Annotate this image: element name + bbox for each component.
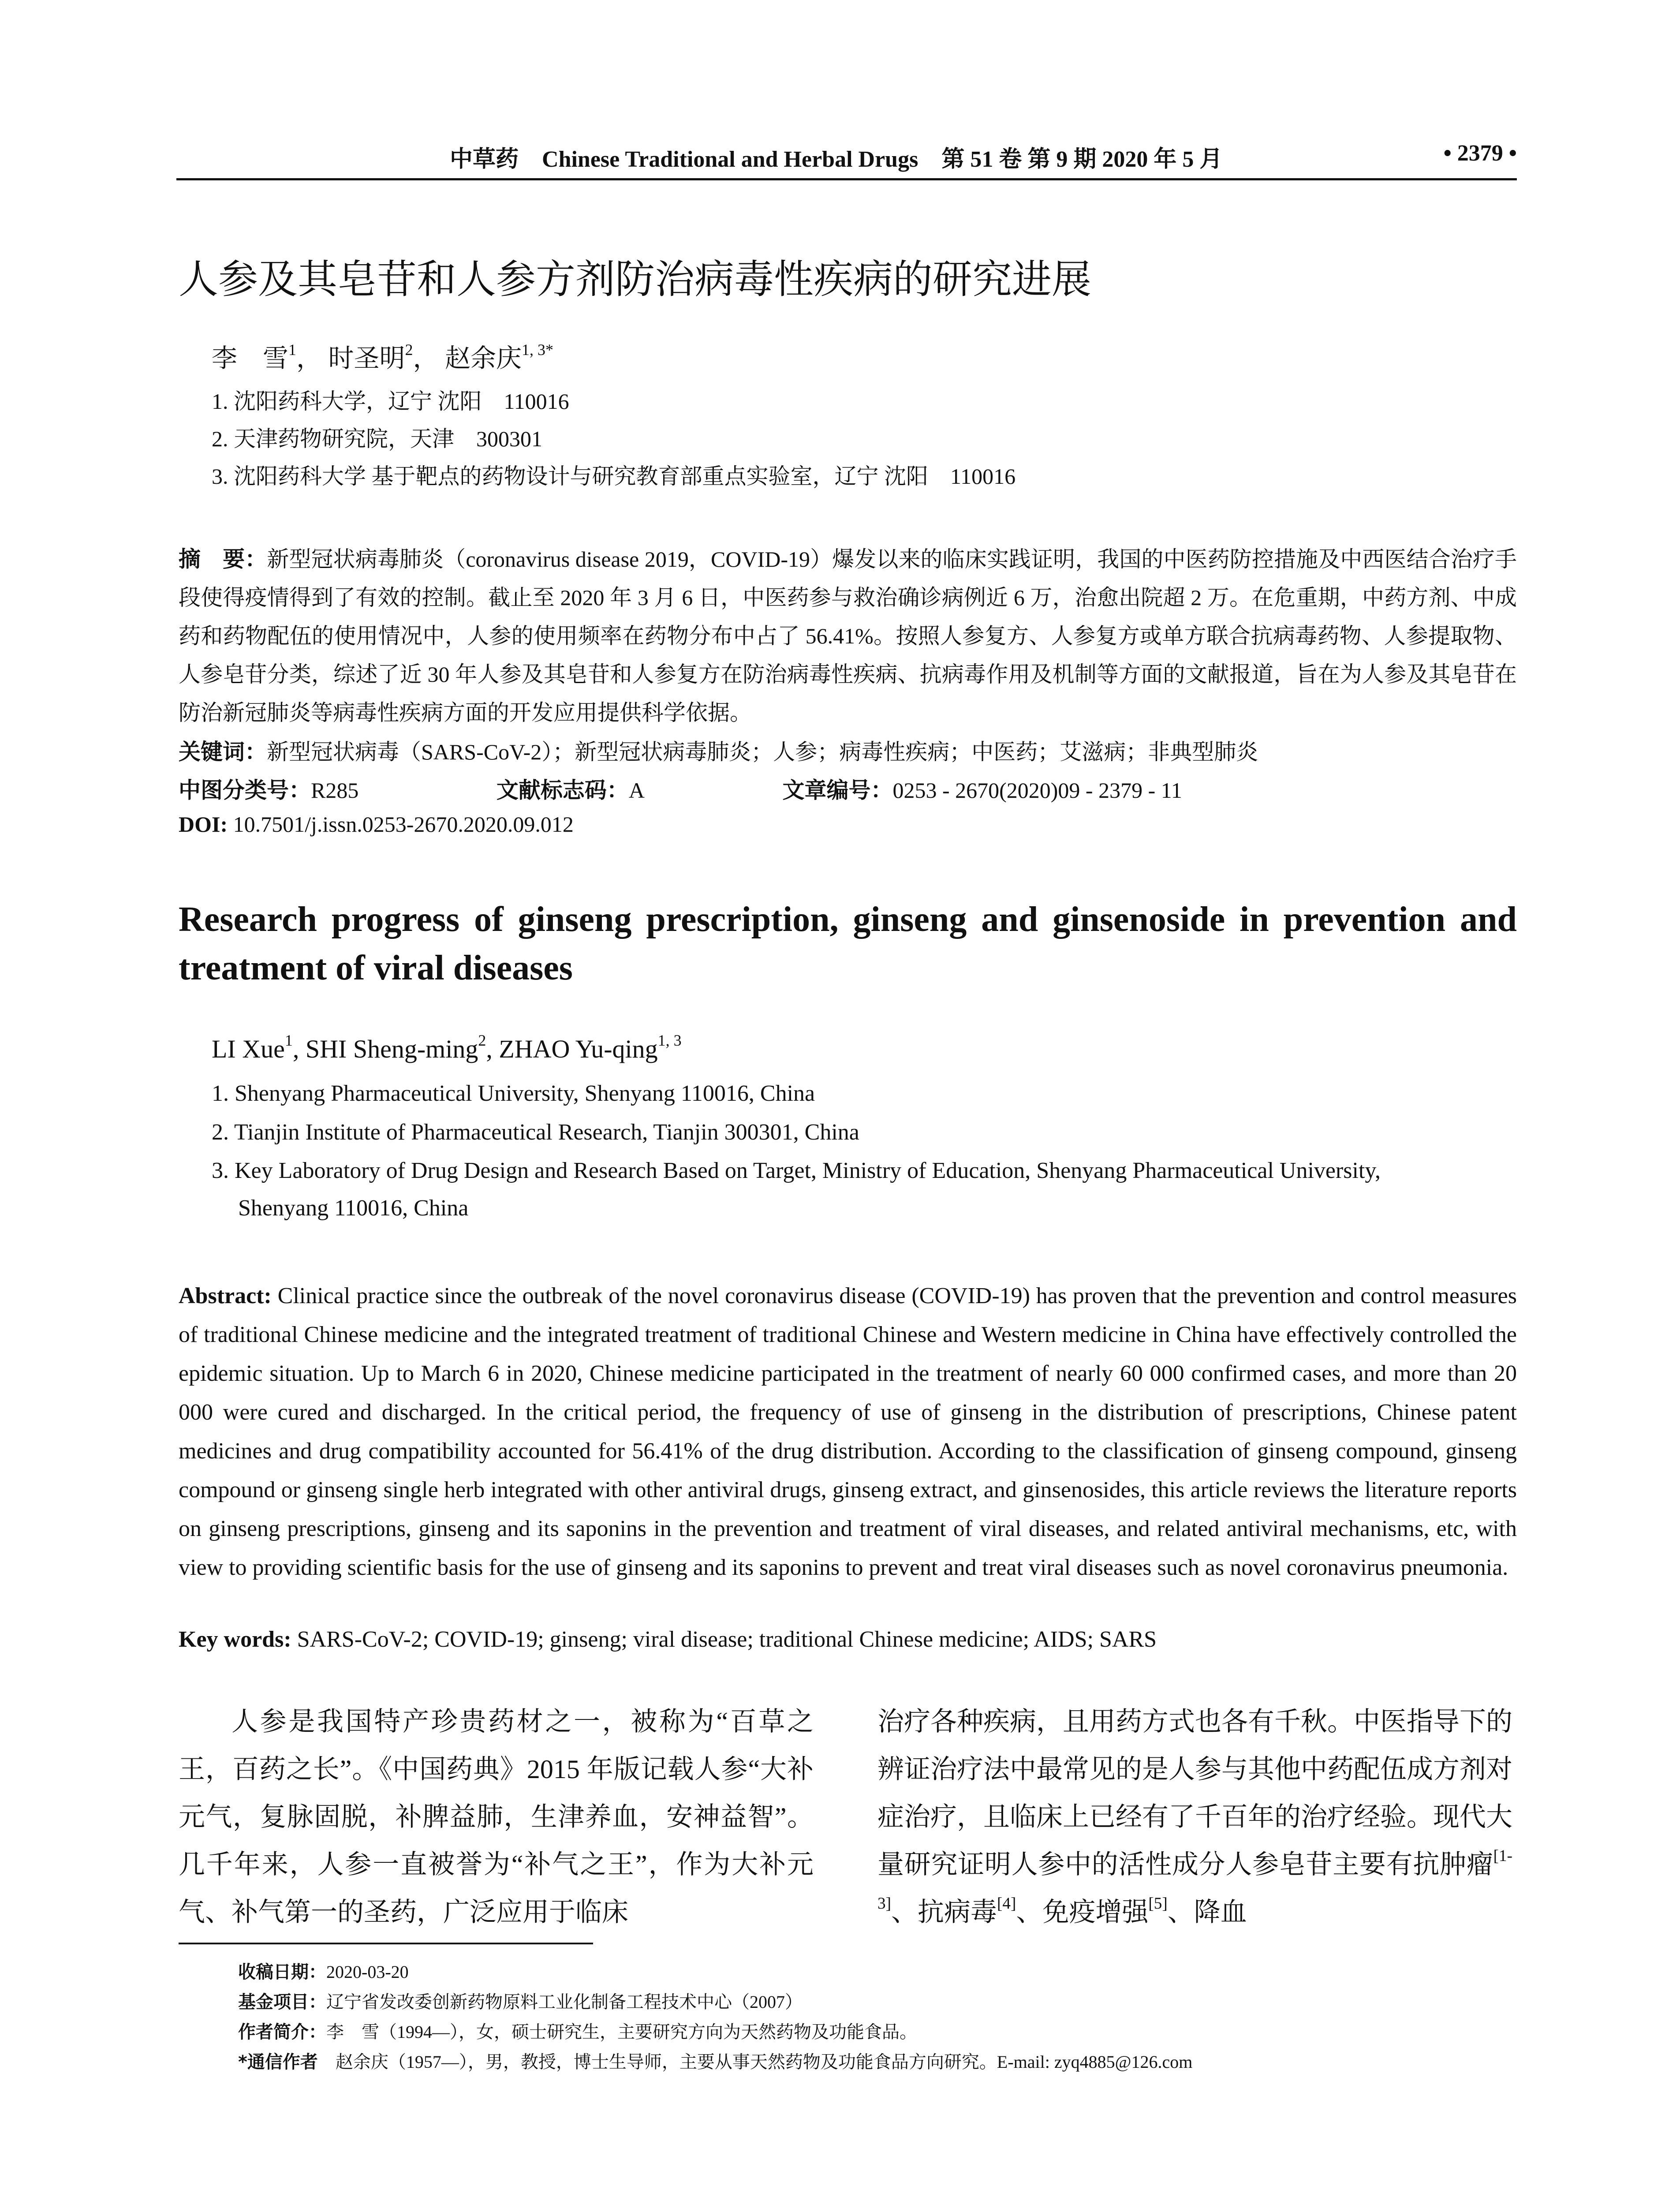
footnote-fund [238, 1988, 803, 2013]
keywords-en [179, 1626, 1157, 1652]
body-text: 、降血 [1167, 1898, 1247, 1927]
journal-name-en: Chinese Traditional and Herbal Drugs [542, 147, 918, 172]
title-cn: 人参及其皂苷和人参方剂防治病毒性疾病的研究进展 [179, 256, 1091, 303]
abstract-en [179, 1277, 1517, 1587]
citation: [5] [1148, 1895, 1168, 1913]
clc-label: 中图分类号： [179, 777, 311, 803]
corr-label: *通信作者 [238, 2052, 318, 2072]
author-en: SHI Sheng-ming [305, 1035, 478, 1063]
document-code [497, 778, 711, 803]
doi [179, 811, 574, 837]
abstract-en-text: Clinical practice since the outbreak of the novel coronavirus disease (COVID-19) has proven that the prevention and control measures of traditional Chinese medicine and the integrated treatment of traditional Chinese and Western medicine in China have effectively controlled the epidemic situation. Up to March 6 in 2020, Chinese medicine participated in the treatment of nearly 60 000 confirmed cases, and more than 20 000 were cured and discharged. In the critical period, the frequency of use of ginseng in the distribution of prescriptions, Chinese patent medicines and drug compatibility accounted for 56.41% of the drug distribution. According to the classification of ginseng compound, ginseng compound or ginseng single herb integrated with other antiviral drugs, ginseng extract, and ginsenosides, this article reviews the literature reports on ginseng prescriptions, ginseng and its saponins in the prevention and treatment of viral diseases, and related antiviral mechanisms, etc, with view to providing scientific basis for the use of ginseng and its saponins to prevent and treat viral diseases such as novel coronavirus pneumonia. [179, 1283, 1517, 1580]
body-column-left: 人参是我国特产珍贵药材之一，被称为“百草之王，百药之长”。《中国药典》2015 年版记载人参“大补元气，复脉固脱，补脾益肺，生津养血，安神益智”。几千年来，人参一直被誉为“补气之王”，作为大补元气、补气第一的圣药，广泛应用于临床 [179, 1707, 814, 1927]
running-header [176, 140, 1517, 176]
author-affil-sup: 1 [288, 341, 296, 359]
body-text: 治疗各种疾病，且用药方式也各有千秋。中医指导下的辨证治疗法中最常见的是人参与其他中药配伍成方剂对症治疗，且临床上已经有了千百年的治疗经验。现代大量研究证明人参中的活性成分人参皂苷主要有抗肿瘤 [877, 1707, 1512, 1879]
author-en: LI Xue [212, 1035, 285, 1063]
citation: [1-3] [877, 1847, 1512, 1913]
received-date: 2020-03-20 [326, 1962, 409, 1982]
affiliation-cn: 1. 沈阳药科大学，辽宁 沈阳 110016 [212, 389, 569, 414]
author-affil-sup: 1 [284, 1031, 293, 1050]
page-number: • 2379 • [1443, 141, 1517, 166]
author-affil-sup: 2 [405, 341, 413, 359]
header-rule [176, 178, 1517, 180]
abstract-cn-label: 摘 要： [179, 546, 267, 572]
author-separator: , [486, 1035, 499, 1063]
affiliation-cn: 2. 天津药物研究院，天津 300301 [212, 426, 542, 451]
article-value: 0253 - 2670(2020)09 - 2379 - 11 [892, 778, 1182, 803]
affiliation-cn: 3. 沈阳药科大学 基于靶点的药物设计与研究教育部重点实验室，辽宁 沈阳 110016 [212, 464, 1016, 489]
doi-label: DOI: [179, 812, 228, 837]
affiliation-en: 1. Shenyang Pharmaceutical University, Shenyang 110016, China [212, 1081, 815, 1106]
author-separator: , [292, 1035, 306, 1063]
doc-value: A [628, 778, 645, 803]
clc-value: R285 [311, 778, 359, 803]
affiliation-en-continued: Shenyang 110016, China [238, 1196, 469, 1221]
journal-name-cn: 中草药 [450, 147, 519, 172]
classification-row [179, 773, 1314, 804]
bio-text: 李 雪（1994—），女，硕士研究生，主要研究方向为天然药物及功能食品。 [326, 2022, 917, 2042]
author-separator: ， [413, 344, 439, 373]
footnote-author-bio [238, 2018, 917, 2043]
affiliation-en: 2. Tianjin Institute of Pharmaceutical Research, Tianjin 300301, China [212, 1120, 859, 1145]
article-number [782, 778, 1248, 803]
journal-issue: 第 51 卷 第 9 期 2020 年 5 月 [941, 147, 1223, 172]
author-affil-sup: 1, 3 [657, 1031, 682, 1050]
bio-label: 作者简介： [238, 2022, 326, 2042]
footnote-corresponding [238, 2048, 1192, 2073]
keywords-en-label: Key words: [179, 1627, 291, 1652]
author-affil-sup: 1, 3* [522, 341, 553, 359]
citation: [4] [997, 1895, 1016, 1913]
fund-text: 辽宁省发改委创新药物原料工业化制备工程技术中心（2007） [326, 1992, 803, 2012]
authors-cn [212, 337, 553, 374]
body-text: 、免疫增强 [1016, 1898, 1149, 1927]
article-label: 文章编号： [782, 777, 893, 803]
keywords-cn-label: 关键词： [179, 739, 267, 765]
author-en: ZHAO Yu-qing [499, 1035, 658, 1063]
author-separator: ， [296, 344, 322, 373]
body-column-right [877, 1698, 1512, 1936]
title-en: Research progress of ginseng prescription, ginseng and ginsenoside in prevention and treatment of viral diseases [179, 900, 1517, 987]
author-cn: 时圣明 [328, 344, 405, 373]
footnote-received [238, 1958, 409, 1983]
body-text: 、抗病毒 [891, 1898, 997, 1927]
authors-en [212, 1031, 682, 1064]
journal-name [450, 140, 1222, 173]
doi-value: 10.7501/j.issn.0253-2670.2020.09.012 [233, 812, 574, 837]
abstract-cn-text: 新型冠状病毒肺炎（coronavirus disease 2019，COVID-19）爆发以来的临床实践证明，我国的中医药防控措施及中西医结合治疗手段使得疫情得到了有效的控制。截止至 2020 年 3 月 6 日，中医药参与救治确诊病例近 6 万，治愈出院超 2 万。在危重期，中药方剂、中成药和药物配伍的使用情况中，人参的使用频率在药物分布中占了 56.41%。按照人参复方、人参复方或单方联合抗病毒药物、人参提取物、人参皂苷分类，综述了近 30 年人参及其皂苷和人参复方在防治病毒性疾病、抗病毒作用及机制等方面的文献报道，旨在为人参及其皂苷在防治新冠肺炎等病毒性疾病方面的开发应用提供科学依据。 [179, 547, 1517, 725]
doc-label: 文献标志码： [496, 777, 629, 803]
received-label: 收稿日期： [238, 1962, 326, 1982]
affiliation-en: 3. Key Laboratory of Drug Design and Research Based on Target, Ministry of Education, Shenyang Pharmaceutical University, [212, 1158, 1381, 1183]
corr-text: 赵余庆（1957—），男，教授，博士生导师，主要从事天然药物及功能食品方向研究。E-mail: zyq4885@126.com [335, 2052, 1193, 2072]
author-cn: 赵余庆 [445, 344, 522, 373]
keywords-en-text: SARS-CoV-2; COVID-19; ginseng; viral disease; traditional Chinese medicine; AIDS; SARS [297, 1627, 1157, 1652]
fund-label: 基金项目： [238, 1992, 326, 2012]
abstract-cn [179, 540, 1517, 732]
keywords-cn-text: 新型冠状病毒（SARS-CoV-2）；新型冠状病毒肺炎；人参；病毒性疾病；中医药；艾滋病；非典型肺炎 [267, 740, 1258, 764]
abstract-en-label: Abstract: [179, 1283, 272, 1308]
author-affil-sup: 2 [478, 1031, 486, 1050]
footnote-rule [179, 1943, 593, 1944]
author-cn: 李 雪 [212, 344, 289, 373]
keywords-cn [179, 734, 1258, 766]
clc-number [179, 778, 425, 803]
